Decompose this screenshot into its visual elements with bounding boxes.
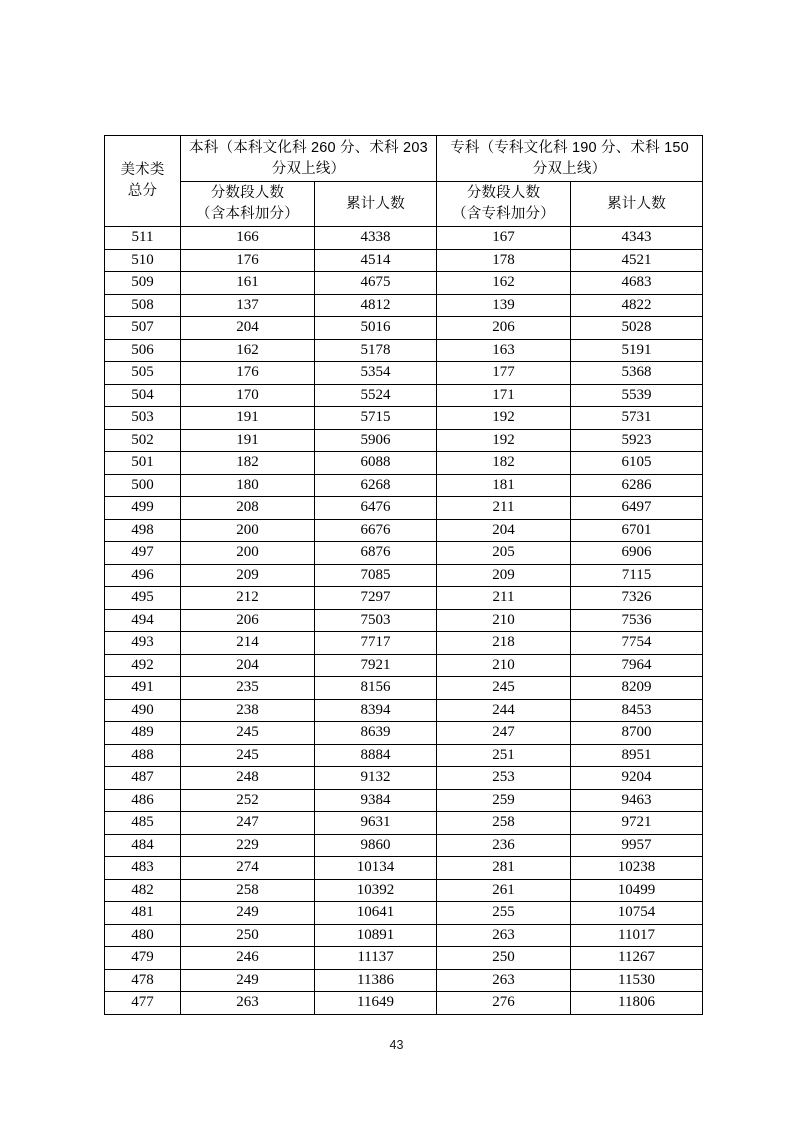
table-row [105,294,703,317]
column-header-undergraduate-segment-count [181,182,315,227]
column-group-header-junior-college [437,136,703,182]
cell-undergraduate-cumulative-count: 9132 [315,767,437,790]
cell-junior-college-segment-count: 261 [437,879,571,902]
cell-total-score: 492 [105,654,181,677]
cell-junior-college-segment-count: 253 [437,767,571,790]
cell-total-score: 506 [105,339,181,362]
cell-undergraduate-segment-count: 235 [181,677,315,700]
cell-junior-college-segment-count: 162 [437,272,571,295]
cell-junior-college-segment-count: 255 [437,902,571,925]
table-row [105,969,703,992]
cell-total-score: 480 [105,924,181,947]
cell-total-score: 501 [105,452,181,475]
cell-junior-college-segment-count: 244 [437,699,571,722]
cell-junior-college-segment-count: 250 [437,947,571,970]
cell-junior-college-cumulative-count: 8951 [571,744,703,767]
cell-total-score: 494 [105,609,181,632]
cell-junior-college-segment-count: 258 [437,812,571,835]
cell-undergraduate-segment-count: 176 [181,362,315,385]
cell-junior-college-cumulative-count: 4683 [571,272,703,295]
cell-undergraduate-segment-count: 245 [181,722,315,745]
cell-total-score: 477 [105,992,181,1015]
cell-junior-college-cumulative-count: 9463 [571,789,703,812]
cell-junior-college-segment-count: 192 [437,429,571,452]
table-row [105,272,703,295]
cell-junior-college-segment-count: 281 [437,857,571,880]
cell-undergraduate-segment-count: 204 [181,317,315,340]
undergraduate-group-line-1: 本科（本科文化科 260 分、术科 203 [189,139,428,156]
cell-total-score: 490 [105,699,181,722]
column-header-junior-college-segment-count [437,182,571,227]
table-row [105,789,703,812]
cell-undergraduate-cumulative-count: 8394 [315,699,437,722]
cell-total-score: 503 [105,407,181,430]
cell-total-score: 508 [105,294,181,317]
cell-undergraduate-segment-count: 250 [181,924,315,947]
table-row [105,834,703,857]
cell-junior-college-cumulative-count: 11267 [571,947,703,970]
cell-junior-college-cumulative-count: 7326 [571,587,703,610]
cell-undergraduate-cumulative-count: 6268 [315,474,437,497]
table-header-row-subcolumns [105,182,703,227]
cell-junior-college-segment-count: 276 [437,992,571,1015]
cell-total-score: 484 [105,834,181,857]
cell-junior-college-segment-count: 218 [437,632,571,655]
cell-undergraduate-cumulative-count: 11137 [315,947,437,970]
cell-undergraduate-segment-count: 245 [181,744,315,767]
cell-total-score: 500 [105,474,181,497]
cell-junior-college-segment-count: 263 [437,969,571,992]
cell-total-score: 511 [105,227,181,250]
cell-junior-college-cumulative-count: 5731 [571,407,703,430]
cell-junior-college-cumulative-count: 4822 [571,294,703,317]
cell-undergraduate-cumulative-count: 7717 [315,632,437,655]
cell-junior-college-segment-count: 181 [437,474,571,497]
cell-undergraduate-cumulative-count: 5906 [315,429,437,452]
cell-junior-college-segment-count: 236 [437,834,571,857]
junior-college-group-line-2: 分双上线） [532,160,607,177]
cell-total-score: 479 [105,947,181,970]
cell-total-score: 483 [105,857,181,880]
table-row [105,654,703,677]
cell-undergraduate-cumulative-count: 8156 [315,677,437,700]
cell-junior-college-segment-count: 259 [437,789,571,812]
cell-junior-college-segment-count: 206 [437,317,571,340]
cell-total-score: 488 [105,744,181,767]
cell-undergraduate-segment-count: 191 [181,407,315,430]
table-row [105,249,703,272]
table-row [105,812,703,835]
cell-junior-college-cumulative-count: 7536 [571,609,703,632]
column-header-undergraduate-cumulative-count [315,182,437,227]
cell-total-score: 497 [105,542,181,565]
cell-undergraduate-segment-count: 246 [181,947,315,970]
cell-undergraduate-cumulative-count: 11386 [315,969,437,992]
cell-total-score: 510 [105,249,181,272]
cell-junior-college-cumulative-count: 4343 [571,227,703,250]
cell-junior-college-cumulative-count: 5028 [571,317,703,340]
cell-undergraduate-cumulative-count: 7503 [315,609,437,632]
table-row [105,587,703,610]
cell-junior-college-cumulative-count: 5191 [571,339,703,362]
cell-total-score: 482 [105,879,181,902]
cell-undergraduate-segment-count: 170 [181,384,315,407]
cell-junior-college-segment-count: 182 [437,452,571,475]
cell-undergraduate-segment-count: 137 [181,294,315,317]
score-distribution-table [104,135,703,1015]
cell-junior-college-cumulative-count: 6906 [571,542,703,565]
cell-junior-college-segment-count: 263 [437,924,571,947]
cell-undergraduate-cumulative-count: 10891 [315,924,437,947]
table-row [105,519,703,542]
table-row [105,609,703,632]
table-row [105,992,703,1015]
cell-undergraduate-cumulative-count: 5016 [315,317,437,340]
cell-junior-college-cumulative-count: 7754 [571,632,703,655]
cell-undergraduate-cumulative-count: 10392 [315,879,437,902]
cell-undergraduate-cumulative-count: 5715 [315,407,437,430]
cell-junior-college-cumulative-count: 11530 [571,969,703,992]
cell-undergraduate-cumulative-count: 11649 [315,992,437,1015]
cell-junior-college-segment-count: 139 [437,294,571,317]
cell-undergraduate-segment-count: 258 [181,879,315,902]
cell-total-score: 487 [105,767,181,790]
cell-undergraduate-segment-count: 180 [181,474,315,497]
cell-undergraduate-cumulative-count: 8884 [315,744,437,767]
table-row [105,362,703,385]
total-score-label-line-1: 美术类 [120,162,165,178]
cell-undergraduate-cumulative-count: 4675 [315,272,437,295]
cell-junior-college-segment-count: 210 [437,654,571,677]
column-header-junior-college-cumulative-count [571,182,703,227]
cell-junior-college-segment-count: 163 [437,339,571,362]
cell-undergraduate-segment-count: 176 [181,249,315,272]
cell-junior-college-cumulative-count: 7964 [571,654,703,677]
cell-total-score: 498 [105,519,181,542]
cell-undergraduate-cumulative-count: 5178 [315,339,437,362]
cell-total-score: 478 [105,969,181,992]
cell-undergraduate-cumulative-count: 7921 [315,654,437,677]
cell-junior-college-cumulative-count: 5368 [571,362,703,385]
cell-undergraduate-cumulative-count: 7085 [315,564,437,587]
undergraduate-group-line-2: 分双上线） [271,160,346,177]
cell-undergraduate-cumulative-count: 6088 [315,452,437,475]
cell-total-score: 509 [105,272,181,295]
table-row [105,429,703,452]
cell-junior-college-segment-count: 205 [437,542,571,565]
cell-undergraduate-segment-count: 209 [181,564,315,587]
cell-junior-college-segment-count: 204 [437,519,571,542]
table-row [105,384,703,407]
table-row [105,857,703,880]
cell-junior-college-segment-count: 171 [437,384,571,407]
table-row [105,947,703,970]
cell-undergraduate-cumulative-count: 6876 [315,542,437,565]
table-row [105,902,703,925]
cell-undergraduate-cumulative-count: 5354 [315,362,437,385]
table-row [105,497,703,520]
undergraduate-segment-line-1: 分数段人数 [210,185,285,201]
cell-total-score: 489 [105,722,181,745]
cell-undergraduate-segment-count: 162 [181,339,315,362]
cell-undergraduate-cumulative-count: 6476 [315,497,437,520]
cell-junior-college-cumulative-count: 6497 [571,497,703,520]
table-body [105,227,703,1015]
cell-junior-college-cumulative-count: 5539 [571,384,703,407]
cell-undergraduate-cumulative-count: 10134 [315,857,437,880]
table-row [105,339,703,362]
cell-undergraduate-segment-count: 238 [181,699,315,722]
cell-undergraduate-segment-count: 247 [181,812,315,835]
column-header-total-score [105,136,181,227]
cell-total-score: 504 [105,384,181,407]
junior-college-segment-line-1: 分数段人数 [466,185,541,201]
cell-undergraduate-segment-count: 200 [181,542,315,565]
cell-junior-college-cumulative-count: 10238 [571,857,703,880]
cell-junior-college-cumulative-count: 9721 [571,812,703,835]
table-row [105,879,703,902]
cell-junior-college-cumulative-count: 6701 [571,519,703,542]
page-number: 43 [389,1038,404,1052]
cell-undergraduate-cumulative-count: 4812 [315,294,437,317]
cell-junior-college-segment-count: 167 [437,227,571,250]
cell-total-score: 491 [105,677,181,700]
cell-undergraduate-cumulative-count: 4338 [315,227,437,250]
column-group-header-undergraduate [181,136,437,182]
cell-undergraduate-segment-count: 248 [181,767,315,790]
table-row [105,542,703,565]
cell-junior-college-cumulative-count: 11806 [571,992,703,1015]
cell-total-score: 486 [105,789,181,812]
cell-junior-college-segment-count: 211 [437,587,571,610]
cell-undergraduate-cumulative-count: 5524 [315,384,437,407]
cell-junior-college-cumulative-count: 8209 [571,677,703,700]
cell-undergraduate-cumulative-count: 4514 [315,249,437,272]
cell-junior-college-cumulative-count: 8700 [571,722,703,745]
undergraduate-cumulative-line-1: 累计人数 [346,195,405,212]
cell-undergraduate-segment-count: 249 [181,902,315,925]
table-row [105,632,703,655]
cell-junior-college-segment-count: 245 [437,677,571,700]
cell-undergraduate-cumulative-count: 9631 [315,812,437,835]
cell-undergraduate-segment-count: 263 [181,992,315,1015]
cell-undergraduate-segment-count: 182 [181,452,315,475]
cell-undergraduate-cumulative-count: 9860 [315,834,437,857]
cell-junior-college-segment-count: 211 [437,497,571,520]
cell-junior-college-segment-count: 192 [437,407,571,430]
total-score-label-line-2: 总分 [127,183,158,199]
table-row [105,564,703,587]
table-row [105,722,703,745]
table-row [105,407,703,430]
cell-undergraduate-segment-count: 161 [181,272,315,295]
cell-undergraduate-segment-count: 249 [181,969,315,992]
cell-junior-college-cumulative-count: 7115 [571,564,703,587]
cell-undergraduate-segment-count: 214 [181,632,315,655]
cell-total-score: 496 [105,564,181,587]
junior-college-segment-line-2: （含专科加分） [452,206,555,222]
cell-junior-college-cumulative-count: 10499 [571,879,703,902]
cell-undergraduate-cumulative-count: 7297 [315,587,437,610]
cell-total-score: 495 [105,587,181,610]
cell-undergraduate-cumulative-count: 9384 [315,789,437,812]
cell-undergraduate-segment-count: 274 [181,857,315,880]
table-row [105,767,703,790]
cell-junior-college-cumulative-count: 10754 [571,902,703,925]
table-row [105,699,703,722]
cell-junior-college-segment-count: 209 [437,564,571,587]
cell-undergraduate-segment-count: 166 [181,227,315,250]
cell-undergraduate-cumulative-count: 8639 [315,722,437,745]
cell-undergraduate-segment-count: 252 [181,789,315,812]
cell-undergraduate-segment-count: 200 [181,519,315,542]
cell-undergraduate-cumulative-count: 6676 [315,519,437,542]
cell-undergraduate-segment-count: 208 [181,497,315,520]
cell-undergraduate-segment-count: 206 [181,609,315,632]
cell-junior-college-cumulative-count: 9204 [571,767,703,790]
cell-undergraduate-segment-count: 204 [181,654,315,677]
cell-total-score: 507 [105,317,181,340]
cell-junior-college-cumulative-count: 6286 [571,474,703,497]
cell-junior-college-segment-count: 210 [437,609,571,632]
cell-total-score: 502 [105,429,181,452]
cell-total-score: 499 [105,497,181,520]
table-header [105,136,703,227]
cell-total-score: 505 [105,362,181,385]
cell-junior-college-cumulative-count: 8453 [571,699,703,722]
table-header-row-groups [105,136,703,182]
cell-undergraduate-segment-count: 191 [181,429,315,452]
cell-total-score: 493 [105,632,181,655]
cell-undergraduate-segment-count: 212 [181,587,315,610]
cell-junior-college-segment-count: 251 [437,744,571,767]
cell-undergraduate-cumulative-count: 10641 [315,902,437,925]
undergraduate-segment-line-2: （含本科加分） [196,206,299,222]
table-row [105,744,703,767]
cell-junior-college-cumulative-count: 6105 [571,452,703,475]
cell-junior-college-cumulative-count: 9957 [571,834,703,857]
table-row [105,227,703,250]
cell-junior-college-cumulative-count: 5923 [571,429,703,452]
cell-junior-college-segment-count: 177 [437,362,571,385]
cell-junior-college-cumulative-count: 4521 [571,249,703,272]
table-row [105,924,703,947]
cell-junior-college-segment-count: 178 [437,249,571,272]
table-row [105,452,703,475]
cell-total-score: 481 [105,902,181,925]
junior-college-group-line-1: 专科（专科文化科 190 分、术科 150 [450,139,689,156]
cell-undergraduate-segment-count: 229 [181,834,315,857]
table-row [105,677,703,700]
table-row [105,474,703,497]
table-row [105,317,703,340]
cell-junior-college-cumulative-count: 11017 [571,924,703,947]
cell-total-score: 485 [105,812,181,835]
cell-junior-college-segment-count: 247 [437,722,571,745]
junior-college-cumulative-line-1: 累计人数 [607,195,666,212]
